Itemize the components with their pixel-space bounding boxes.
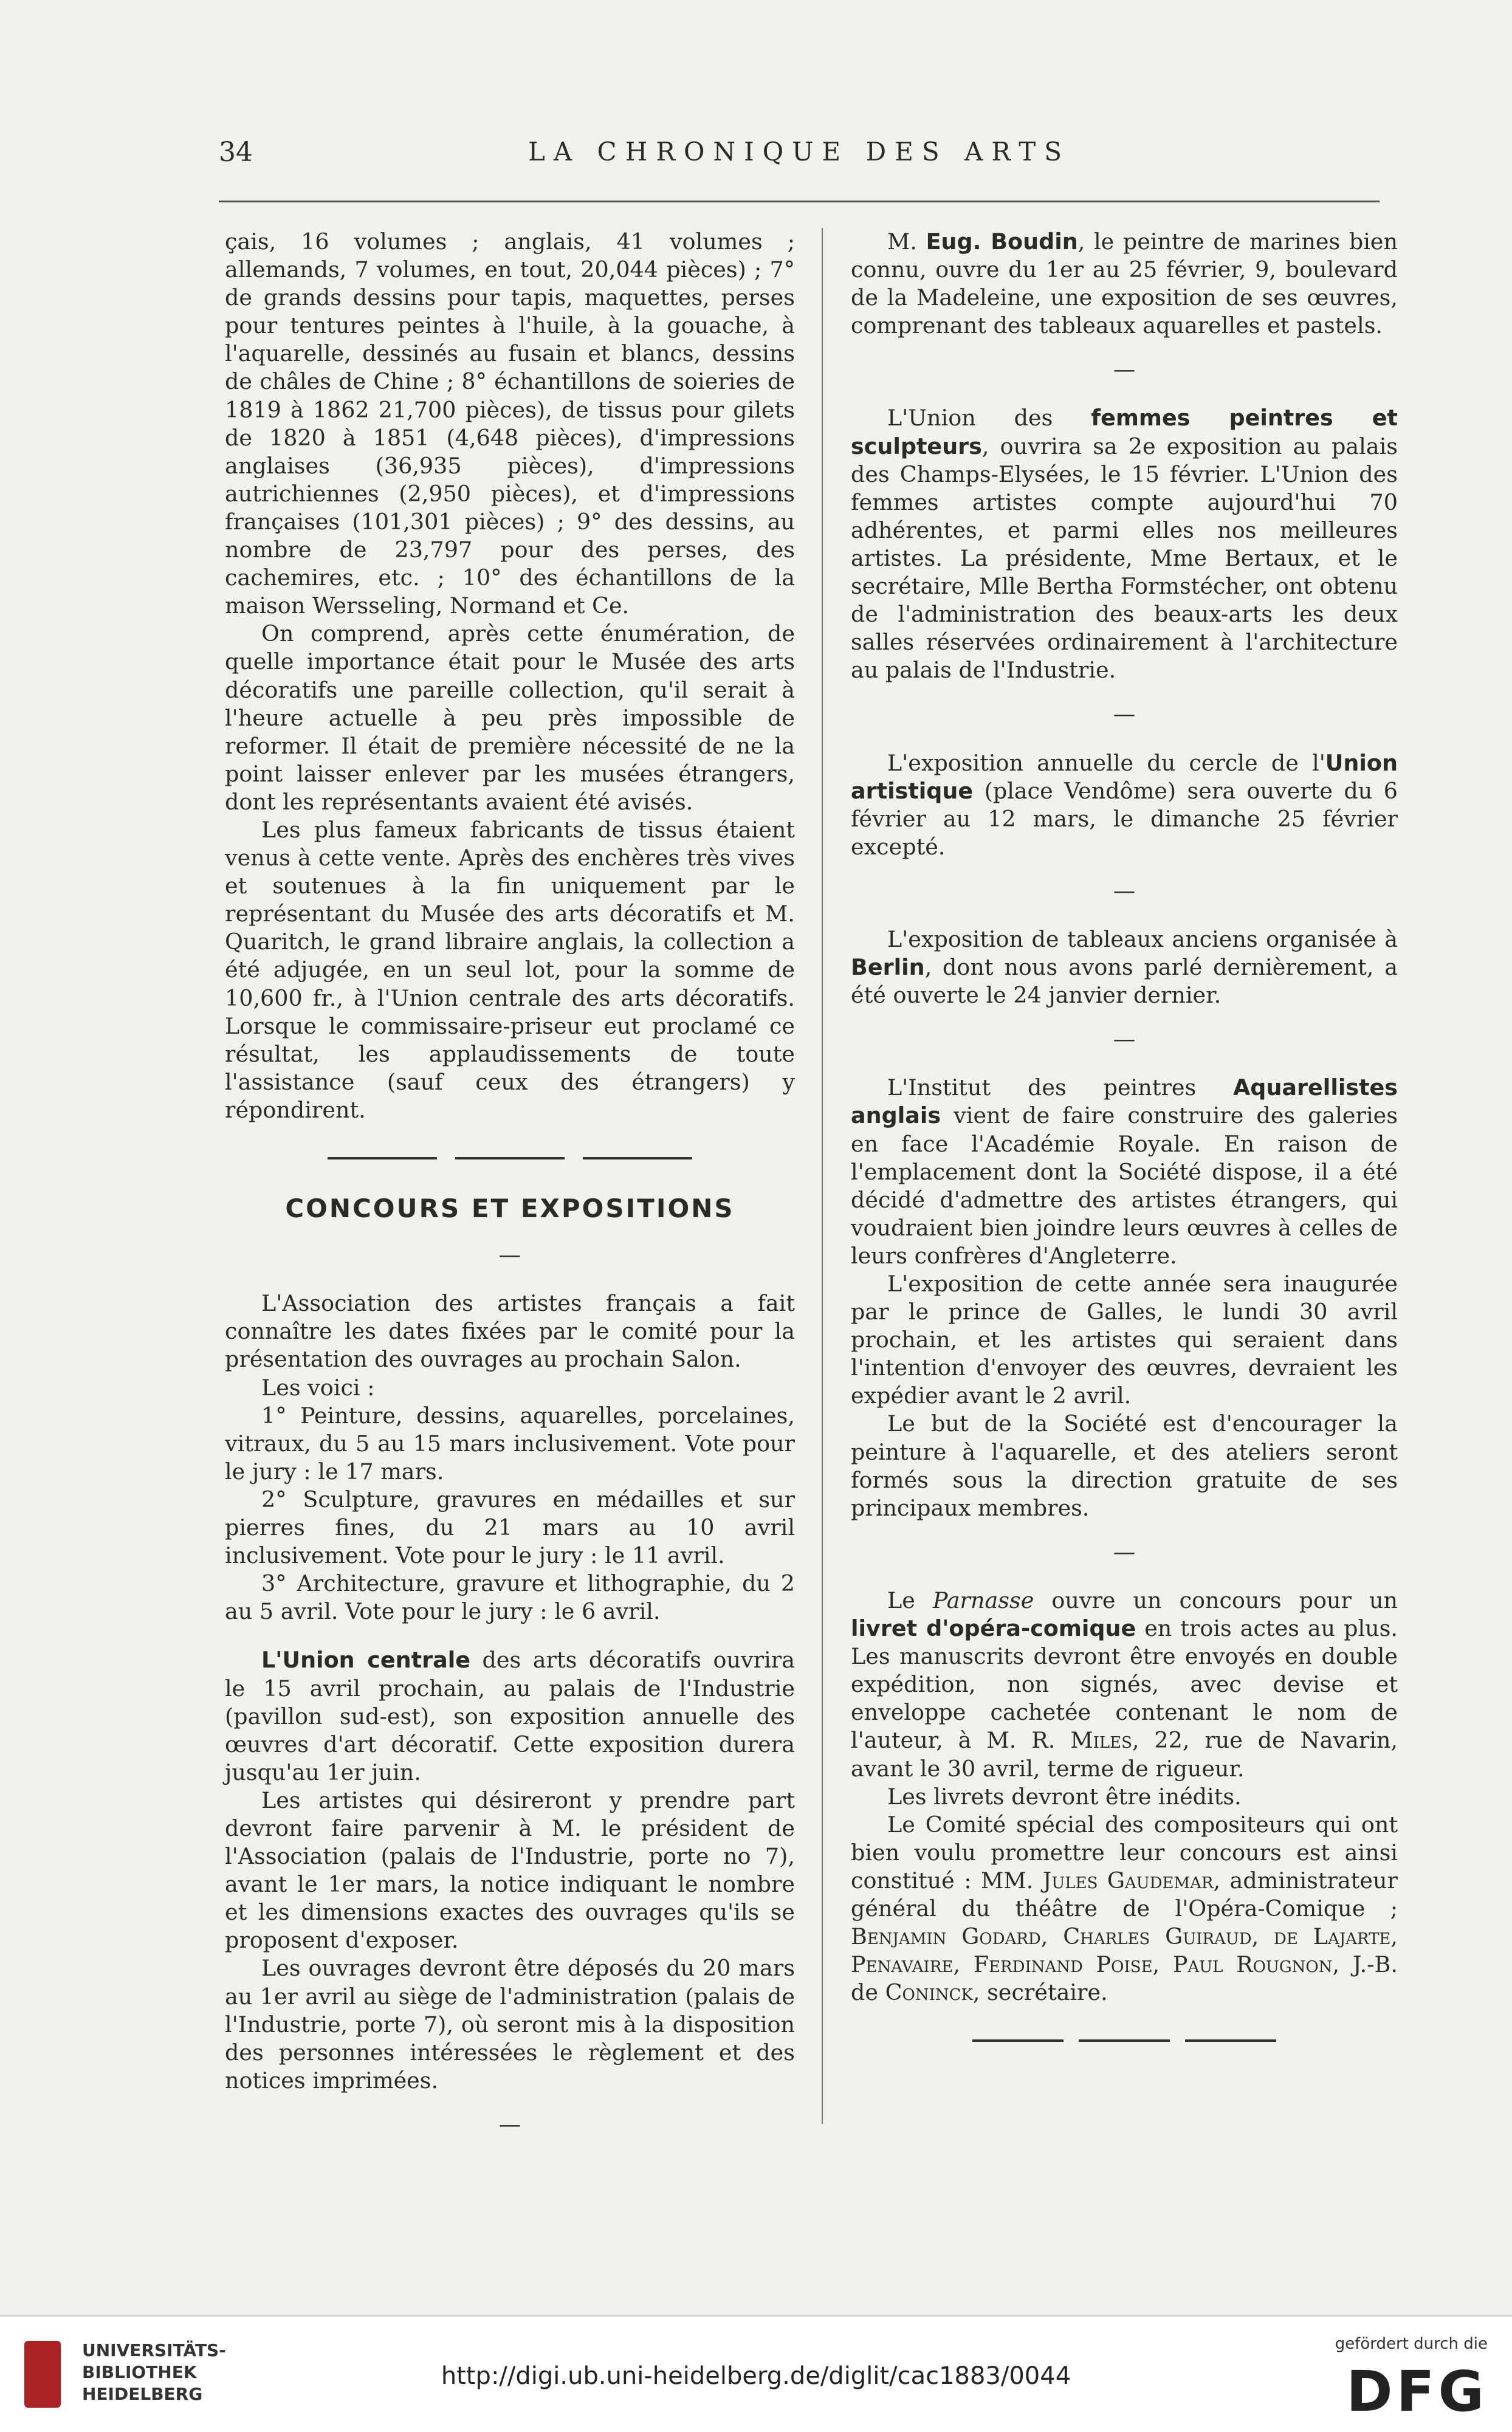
paragraph: L'Association des artistes français a fait connaître les dates fixées par le comité pour la présentation des ouvrages au prochain Salon. — [225, 1290, 795, 1373]
paragraph-text: , administrateur général du théâtre de l'Opéra-Comique ; — [851, 1867, 1398, 1922]
running-head: LA CHRONIQUE DES ARTS — [527, 137, 1071, 167]
paragraph: 1° Peinture, dessins, aquarelles, porcelaines, vitraux, du 5 au 15 mars inclusivement. Vote pour le jury : le 17 mars. — [225, 1402, 795, 1485]
bold-phrase: Union artistique — [851, 749, 1398, 804]
paragraph — [851, 926, 1398, 1009]
italic-phrase: Parnasse — [932, 1587, 1034, 1613]
institution-line: BIBLIOTHEK — [82, 2362, 197, 2382]
small-caps-name: Jules Gaudemar — [1042, 1867, 1214, 1894]
small-caps-name: Coninck — [885, 1979, 973, 2006]
ornament-divider — [851, 2025, 1398, 2053]
left-column — [225, 228, 795, 2159]
paragraph-text: , J.-B. de — [851, 1951, 1398, 2006]
paragraph-text: , 22, rue de Navarin, avant le 30 avril, terme de rigueur. — [851, 1727, 1398, 1782]
small-caps-name: Miles — [1070, 1727, 1132, 1754]
paragraph: Le but de la Société est d'encourager la peinture à l'aquarelle, et des ateliers seront formés sous la direction gratuite de ses principaux membres. — [851, 1410, 1398, 1521]
page-header — [219, 137, 1380, 179]
funded-by-label: gefördert durch die — [1335, 2335, 1488, 2353]
paragraph-text: des arts décoratifs ouvrira le 15 avril prochain, au palais de l'Industrie (pavillon sud-est), son exposition annuelle des œuvres d'art décoratif. Cette exposition durera jusqu'au 1er juin. — [225, 1647, 795, 1785]
dash-separator: — — [1113, 1538, 1136, 1565]
paragraph — [851, 1811, 1398, 2007]
right-column — [851, 228, 1398, 2077]
column-divider — [822, 228, 823, 2124]
paragraph — [225, 1646, 795, 1786]
paragraph-text: L'Union des — [887, 405, 1091, 431]
bold-phrase: livret d'opéra-comique — [851, 1615, 1136, 1642]
dash-separator: — — [1113, 1026, 1136, 1053]
paragraph: 3° Architecture, gravure et lithographie, du 2 au 5 avril. Vote pour le jury : le 6 avril. — [225, 1570, 795, 1625]
paragraph-text: ouvre un concours pour un — [1034, 1587, 1398, 1613]
paragraph-text: M. — [887, 228, 926, 255]
dash-separator: — — [1113, 877, 1136, 904]
header-rule — [219, 201, 1380, 202]
bold-phrase: Aquarellistes anglais — [851, 1074, 1398, 1129]
paragraph-text: , ouvrira sa 2e exposition au palais des Champs-Elysées, le 15 février. L'Union des femmes artistes compte aujourd'hui 70 adhérentes, et parmi elles nos meilleures artistes. La présidente, Mme Bertaux, et le secrétaire, Mlle Bertha Formstécher, ont obtenu de l'administration des beaux-arts les deux salles réservées ordinairement à l'architecture au palais de l'Industrie. — [851, 433, 1398, 684]
paragraph-text: vient de faire construire des galeries en face l'Académie Royale. En raison de l'emplacement dont la Société dispose, il a été décidé d'admettre des artistes étrangers, qui voudraient bien joindre leurs œuvres à celles de leurs confrères d'Angleterre. — [851, 1102, 1398, 1269]
institution-line: HEIDELBERG — [82, 2384, 203, 2404]
paragraph-text: L'exposition de tableaux anciens organisée à — [887, 926, 1398, 952]
paragraph: On comprend, après cette énumération, de quelle importance était pour le Musée des arts décoratifs une pareille collection, qu'il serait à l'heure actuelle à peu près impossible de reformer. Il était de première nécessité de ne la point laisser enlever par les musées étrangers, dont les représentants avaient été avisés. — [225, 620, 795, 815]
paragraph-text: , le peintre de marines bien connu, ouvre du 1er au 25 février, 9, boulevard de la Madeleine, une exposition de ses œuvres, comprenant des tableaux aquarelles et pastels. — [851, 228, 1398, 339]
bold-phrase: Eug. Boudin — [926, 228, 1078, 255]
paragraph-text: , secrétaire. — [972, 1979, 1108, 2006]
paragraph: Les artistes qui désireront y prendre part devront faire parvenir à M. le président de l'Association (palais de l'Industrie, porte no 7), avant le 1er mars, la notice indiquant le nombre et les dimensions exactes des ouvrages qu'ils se proposent d'exposer. — [225, 1787, 795, 1954]
paragraph-text: en trois actes au plus. Les manuscrits devront être envoyés en double expédition, non signés, avec devise et enveloppe cachetée contenant le nom de l'auteur, à M. R. — [851, 1615, 1398, 1754]
bold-phrase: Berlin — [851, 954, 925, 981]
paragraph-text: L'exposition annuelle du cercle de l' — [887, 749, 1325, 776]
paragraph-text: Le Comité spécial des compositeurs qui ont bien voulu promettre leur concours est ainsi constitué : MM. — [851, 1811, 1398, 1894]
dash-separator: — — [498, 1242, 521, 1268]
institution-line: UNIVERSITÄTS- — [82, 2340, 226, 2360]
section-title: CONCOURS ET EXPOSITIONS — [285, 1194, 735, 1224]
dash-separator: — — [498, 2111, 521, 2137]
paragraph: L'exposition de cette année sera inaugurée par le prince de Galles, le lundi 30 avril prochain, et les artistes qui seraient dans l'intention d'envoyer des œuvres, devraient les expédier avant le 2 avril. — [851, 1271, 1398, 1409]
bold-phrase: femmes peintres et sculpteurs — [851, 405, 1398, 459]
paragraph: 2° Sculpture, gravures en médailles et sur pierres fines, du 21 mars au 10 avril inclusivement. Vote pour le jury : le 11 avril. — [225, 1486, 795, 1569]
paragraph — [851, 228, 1398, 340]
footer-bar — [0, 2315, 1512, 2432]
paragraph — [851, 1074, 1398, 1270]
dash-separator: — — [1113, 701, 1136, 727]
paragraph-text: L'Institut des peintres — [887, 1074, 1234, 1101]
small-caps-name: Benjamin Godard, Charles Guiraud, de Lajarte, Penavaire, Ferdinand Poise, Paul Rougnon — [851, 1923, 1398, 1978]
dash-separator: — — [1113, 356, 1136, 383]
source-url-link[interactable]: http://digi.ub.uni-heidelberg.de/diglit/cac1883/0044 — [441, 2362, 1071, 2390]
paragraph: Les plus fameux fabricants de tissus étaient venus à cette vente. Après des enchères très vives et soutenues à la fin uniquement par le représentant du Musée des arts décoratifs et M. Quaritch, le grand libraire anglais, la collection a été adjugée, en un seul lot, pour la somme de 10,600 fr., à l'Union centrale des arts décoratifs. Lorsque le commissaire-priseur eut proclamé ce résultat, les applaudissements de toute l'assistance (sauf ceux des étrangers) y répondirent. — [225, 816, 795, 1123]
bold-phrase: L'Union centrale — [261, 1647, 470, 1674]
paragraph: Les livrets devront être inédits. — [887, 1783, 1242, 1810]
paragraph — [851, 1587, 1398, 1783]
paragraph-text: (place Vendôme) sera ouverte du 6 février au 12 mars, le dimanche 25 février excepté. — [851, 777, 1398, 860]
paragraph: Les voici : — [261, 1374, 375, 1401]
dfg-logo: DFG — [1346, 2359, 1488, 2424]
ornament-divider — [225, 1142, 795, 1170]
paragraph: Les ouvrages devront être déposés du 20 mars au 1er avril au siège de l'administration (palais de l'Industrie, porte 7), où seront mis à la disposition des personnes intéressées le règlement et des notices imprimées. — [225, 1955, 795, 2094]
paragraph — [851, 749, 1398, 861]
paragraph-text: , dont nous avons parlé dernièrement, a été ouverte le 24 janvier dernier. — [851, 954, 1398, 1009]
paragraph — [851, 404, 1398, 684]
paragraph-text: Le — [887, 1587, 933, 1613]
paragraph: çais, 16 volumes ; anglais, 41 volumes ; allemands, 7 volumes, en tout, 20,044 pièces) ; 7° de grands dessins pour tapis, maquettes, perses pour tentures peintes à l'huile, à la gouache, à l'aquarelle, dessinés au fusain et blancs, dessins de châles de Chine ; 8° échantillons de soieries de 1819 à 1862 21,700 pièces), de tissus pour gilets de 1820 à 1851 (4,648 pièces), d'impressions anglaises (36,935 pièces), d'impressions autrichiennes (2,950 pièces), et d'impressions françaises (101,301 pièces) ; 9° des dessins, au nombre de 23,797 pour des perses, des cachemires, etc. ; 10° des échantillons de la maison Wersseling, Normand et Ce. — [225, 228, 795, 619]
page-number: 34 — [219, 137, 253, 168]
